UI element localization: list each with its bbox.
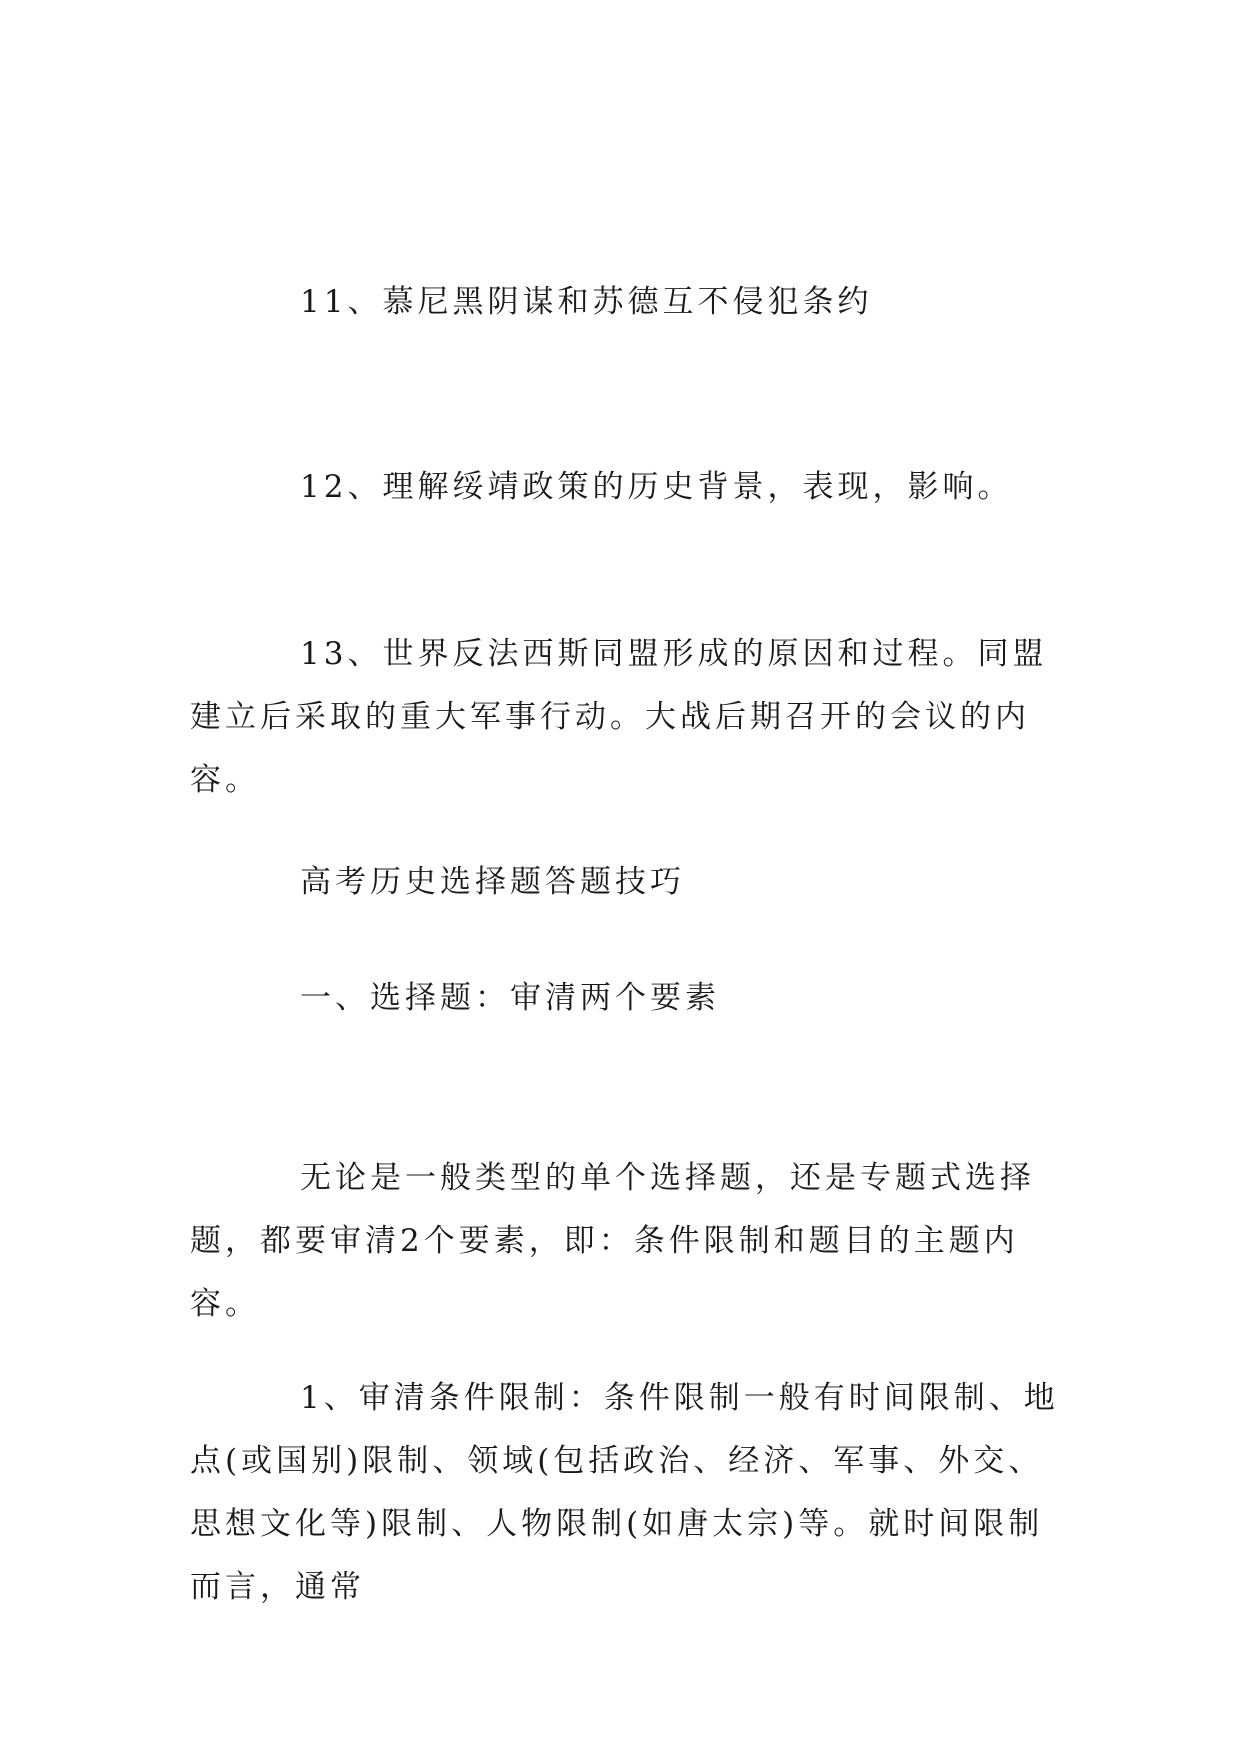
subsection-heading: 一、选择题：审清两个要素 xyxy=(300,980,720,1016)
body-paragraph-intro: 无论是一般类型的单个选择题，还是专题式选择题，都要审清2个要素，即：条件限制和题目的主题内容。 xyxy=(190,1160,1035,1322)
paragraph-item-13: 13、世界反法西斯同盟形成的原因和过程。同盟建立后采取的重大军事行动。大战后期召开的会议的内容。 xyxy=(190,636,1048,798)
body-paragraph-condition: 1、审清条件限制：条件限制一般有时间限制、地点(或国别)限制、领域(包括政治、经济、军事、外交、思想文化等)限制、人物限制(如唐太宗)等。就时间限制而言，通常 xyxy=(190,1380,1059,1605)
section-heading: 高考历史选择题答题技巧 xyxy=(300,864,685,900)
paragraph-item-11: 11、慕尼黑阴谋和苏德互不侵犯条约 xyxy=(300,284,873,320)
paragraph-item-12: 12、理解绥靖政策的历史背景，表现，影响。 xyxy=(300,469,1013,505)
